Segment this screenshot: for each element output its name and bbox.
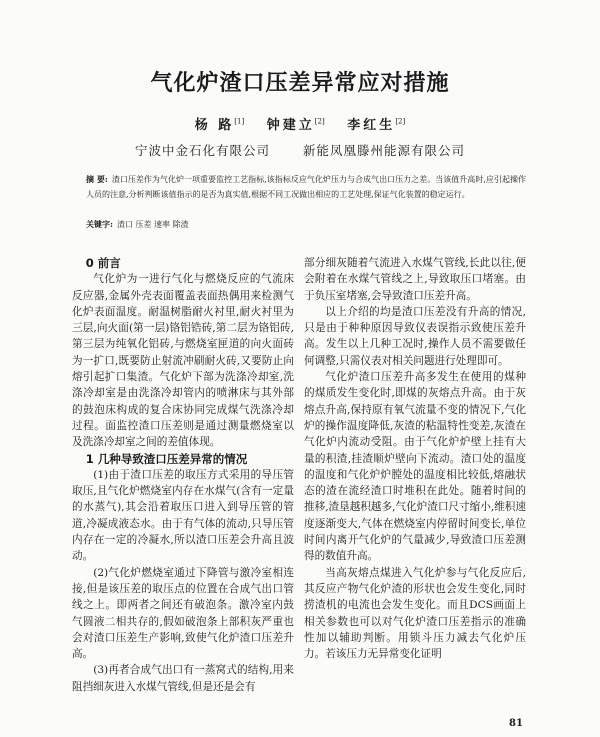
paper-title: 气化炉渣口压差异常应对措施 [150, 71, 450, 96]
author: 李红生[2] [347, 117, 406, 133]
keywords-text: 渣口 压差 速率 除渣 [116, 220, 189, 229]
left-column [72, 255, 294, 695]
affiliation: 新能凤凰滕州能源有限公司 [302, 143, 465, 158]
abstract-label: 摘 要: [86, 174, 108, 184]
author: 杨 路[1] [194, 117, 245, 133]
affiliation-list [0, 141, 600, 159]
right-column [304, 255, 526, 662]
paragraph: 以上介绍的均是渣口压差没有升高的情况,只是由于种种原因导致仪表误指示致使压差升高。发生以上几种工况时,操作人员不需要做任何调整,只需仪表对相关问题进行处理即可。 [304, 305, 526, 367]
paragraph: (3)再者合成气出口有一蒸窝式的结构,用来阻挡细灰进入水煤气管线,但是还是会有 [72, 664, 294, 693]
keywords-label: 关键字: [86, 219, 113, 229]
keywords [86, 218, 526, 231]
section-heading: 0 前言 [85, 256, 121, 270]
abstract [86, 172, 526, 202]
paragraph: 气化炉为一进行气化与燃烧反应的气流床反应器,金属外壳表面覆盖表面热偶用来检测气化炉表面温度。耐温树脂耐火衬里,耐火衬里为三层,向火面(第一层)铬铝锆砖,第二层为铬铝砖,第三层为纯氧化铝砖,与燃烧室匣道的向火面砖为一扩口,既要防止射流冲刷耐火砖,又要防止向熔引起扩口集渣。气化炉下部为洗涤冷却室,洗涤冷却室是由洗涤冷却管内的喷淋床与其外部的鼓泡床构成的复合床协同完成煤气洗涤冷却过程。面监控渣口压差则是通过测量燃烧室以及洗涤冷却室之间的差值体现。 [72, 273, 294, 449]
paragraph: (2)气化炉燃烧室通过下降管与激冷室相连接,但是该压差的取压点的位置在合成气出口管线之上。即两者之间还有破泡条。激冷室内鼓气圆液二相共存的,假如破泡条上部积灰严重也会对渣口压差生产影响,致使气化炉渣口压差升高。 [72, 566, 294, 661]
section-heading: 1 几种导致渣口压差异常的情况 [85, 451, 248, 466]
paragraph: 当高灰熔点煤进入气化炉参与气化反应后,其反应产物气化炉渣的形状也会发生变化,同时捞渣机的电流也会发生变化。而且DCS画面上相关参数也可以对气化炉渣口压差指示的准确性加以辅助判断。用锁斗压力减去气化炉压力。若该压力无异常变化证明 [304, 566, 526, 661]
paragraph: 部分细灰随着气流进入水煤气管线,长此以往,便会附着在水煤气管线之上,导致取压口堵塞。由于负压室堵塞,会导致渣口压差升高。 [304, 257, 526, 302]
abstract-text: 渣口压差作为气化炉一项重要监控工艺指标,该指标反应气化炉压力与合成气出口压力之差。当该值升高时,应引起操作人员的注意,分析判断该值指示的是否为真实值,根据不同工况做出相应的工艺处理,保证气化装置的稳定运行。 [86, 175, 526, 199]
author-list [0, 114, 600, 133]
paragraph: (1)由于渣口压差的取压方式采用的导压管取压,且气化炉燃烧室内存在水煤气(含有一定量的水蒸气),其会沿着取压口进入到导压管的管道,冷凝成液态水。由于有气体的流动,只导压管内存在一定的冷凝水,所以渣口压差会升高且波动。 [72, 468, 294, 563]
paragraph: 气化炉渣口压差升高多发生在使用的煤种的煤质发生变化时,即煤的灰熔点升高。由于灰熔点升高,保持原有氧气流量不变的情况下,气化炉的操作温度降低,灰渣的粘温特性变差,灰渣在气化炉内流动受阻。由于气化炉炉壁上挂有大量的积渣,挂渣顺炉壁向下流动。渣口处的温度的温度和气化炉炉膛处的温度相比较低,熔融状态的渣在流经渣口时堆积在此处。随着时间的推移,渣垦越积越多,气化炉渣口尺寸缩小,维积速度逐渐变大,气体在燃烧室内停留时间变长,单位时间内离开气化炉的气量减少,导致渣口压差测得的数值升高。 [304, 371, 526, 563]
affiliation: 宁波中金石化有限公司 [134, 143, 270, 158]
author: 钟建立[2] [266, 117, 325, 133]
page-number: 81 [509, 718, 523, 729]
